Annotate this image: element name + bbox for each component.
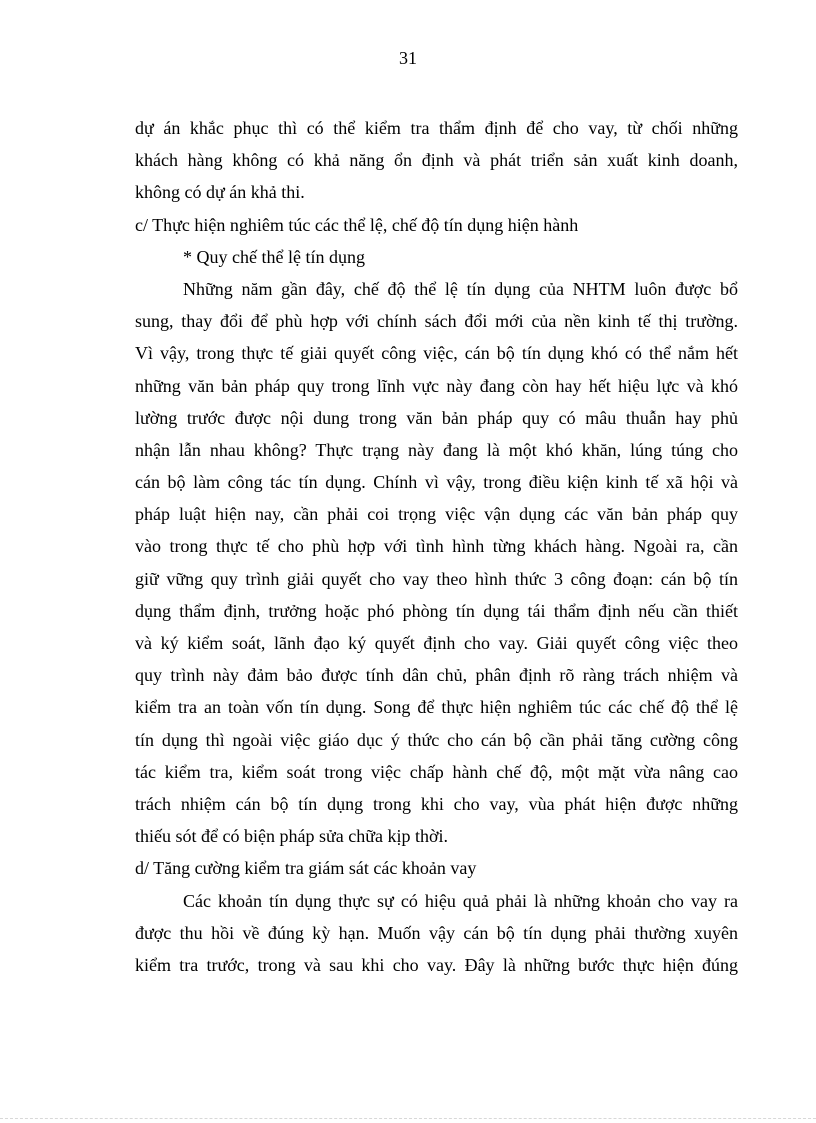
text-line: cán bộ làm công tác tín dụng. Chính vì vậy, trong điều kiện kinh tế xã hội và [135,472,738,493]
text-line: dự án khắc phục thì có thể kiểm tra thẩm định để cho vay, từ chối những [135,118,738,138]
text-line: tín dụng thì ngoài việc giáo dục ý thức cho cán bộ cần phải tăng cường công [135,729,738,750]
text-line: kiểm tra an toàn vốn tín dụng. Song để thực hiện nghiêm túc các chế độ thể lệ [135,697,738,718]
text-line: những văn bản pháp quy trong lĩnh vực này đang còn hay hết hiệu lực và khó [135,375,738,396]
subheading: * Quy chế thể lệ tín dụng [183,246,365,267]
text-line: khách hàng không có khả năng ổn định và phát triển sản xuất kinh doanh, [135,150,738,171]
page-number: 31 [399,48,417,68]
text-line: lường trước được nội dung trong văn bản pháp quy có mâu thuẫn hay phủ [135,407,738,428]
document-body [135,112,738,981]
paragraph-start: Những năm gần đây, chế độ thể lệ tín dụng của NHTM luôn được bổ [183,278,738,299]
text-line: kiểm tra trước, trong và sau khi cho vay. Đây là những bước thực hiện đúng [135,954,738,975]
text-line: tác kiểm tra, kiểm soát trong việc chấp hành chế độ, một mặt vừa nâng cao [135,761,738,782]
section-heading-c: c/ Thực hiện nghiêm túc các thể lệ, chế độ tín dụng hiện hành [135,214,579,235]
text-line: thiếu sót để có biện pháp sửa chữa kịp thời. [135,826,448,847]
section-heading-d: d/ Tăng cường kiểm tra giám sát các khoản vay [135,858,477,879]
text-line: vào trong thực tế cho phù hợp với tình hình từng khách hàng. Ngoài ra, cần [135,536,738,557]
text-line: pháp luật hiện nay, cần phải coi trọng việc vận dụng các văn bản pháp quy [135,504,738,525]
text-line: quy trình này đảm bảo được tính dân chủ, phân định rõ ràng trách nhiệm và [135,665,738,686]
text-line: được thu hồi về đúng kỳ hạn. Muốn vậy cán bộ tín dụng phải thường xuyên [135,922,738,943]
text-line: giữ vững quy trình giải quyết cho vay theo hình thức 3 công đoạn: cán bộ tín [135,568,738,589]
text-line: và ký kiểm soát, lãnh đạo ký quyết định cho vay. Giải quyết công việc theo [135,633,738,653]
text-line: dụng thẩm định, trưởng hoặc phó phòng tín dụng tái thẩm định nếu cần thiết [135,600,738,621]
text-line: Vì vậy, trong thực tế giải quyết công việc, cán bộ tín dụng khó có thể nắm hết [135,343,738,364]
text-line: không có dự án khả thi. [135,182,305,203]
text-line: sung, thay đổi để phù hợp với chính sách đổi mới của nền kinh tế thị trường. [135,311,738,332]
paragraph-start: Các khoản tín dụng thực sự có hiệu quả phải là những khoản cho vay ra [183,890,738,911]
text-line: nhận lẫn nhau không? Thực trạng này đang là một khó khăn, lúng túng cho [135,439,738,460]
text-line: trách nhiệm cán bộ tín dụng trong khi cho vay, vùa phát hiện được những [135,793,738,814]
page-bottom-rule [0,1118,816,1119]
